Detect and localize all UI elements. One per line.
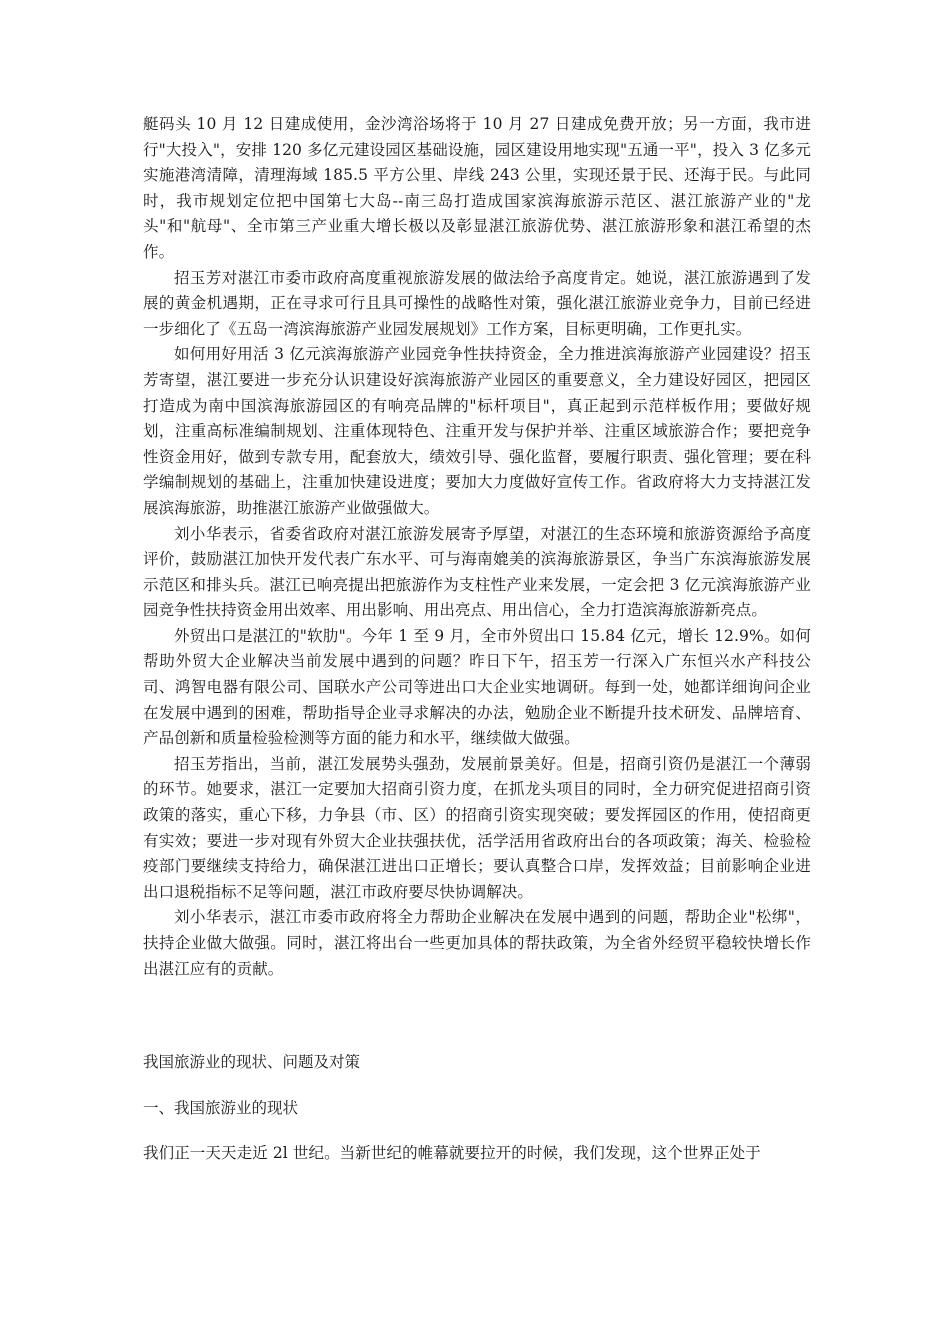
heading-spacer (143, 1121, 811, 1141)
section-spacer (143, 982, 811, 1050)
document-page (143, 112, 811, 1167)
paragraph-5: 外贸出口是湛江的"软肋"。今年 1 至 9 月，全市外贸出口 15.84 亿元，增长 12.9%。如何帮助外贸大企业解决当前发展中遇到的问题？昨日下午，招玉芳一行深入广东恒兴水产科技公司、鸿智电器有限公司、国联水产公司等进出口大企业实地调研。每到一处，她都详细询问企业在发展中遇到的困难，帮助指导企业寻求解决的办法，勉励企业不断提升技术研发、品牌培育、产品创新和质量检验检测等方面的能力和水平，继续做大做强。 (143, 626, 811, 748)
paragraph-7: 刘小华表示，湛江市委市政府将全力帮助企业解决在发展中遇到的问题，帮助企业"松绑"，扶持企业做大做强。同时，湛江将出台一些更加具体的帮扶政策，为全省外经贸平稳较快增长作出湛江应有的贡献。 (143, 908, 811, 978)
paragraph-1: 艇码头 10 月 12 日建成使用，金沙湾浴场将于 10 月 27 日建成免费开放；另一方面，我市进行"大投入"，安排 120 多亿元建设园区基础设施，园区建设用地实现"五通一平"，投入 3 亿多元实施港湾清障，清理海域 185.5 平方公里、岸线 243 公里，实现还景于民、还海于民。与此同时，我市规划定位把中国第七大岛--南三岛打造成国家滨海旅游示范区、湛江旅游产业的"龙头"和"航母"、全市第三产业重大增长极以及彰显湛江旅游优势、湛江旅游形象和湛江希望的杰作。 (143, 115, 811, 261)
paragraph-2: 招玉芳对湛江市委市政府高度重视旅游发展的做法给予高度肯定。她说，湛江旅游遇到了发展的黄金机遇期，正在寻求可行且具可操性的战略性对策，强化湛江旅游业竞争力，目前已经进一步细化了《五岛一湾滨海旅游产业园发展规划》工作方案，目标更明确，工作更扎实。 (143, 268, 811, 338)
paragraph-3: 如何用好用活 3 亿元滨海旅游产业园竞争性扶持资金，全力推进滨海旅游产业园建设？招玉芳寄望，湛江要进一步充分认识建设好滨海旅游产业园区的重要意义，全力建设好园区，把园区打造成为南中国滨海旅游园区的有响亮品牌的"标杆项目"，真正起到示范样板作用；要做好规划，注重高标准编制规划、注重体现特色、注重开发与保护并举、注重区域旅游合作；要把竞争性资金用好，做到专款专用，配套放大，绩效引导、强化监督，要履行职责、强化管理；要在科学编制规划的基础上，注重加快建设进度；要加大力度做好宣传工作。省政府将大力支持湛江发展滨海旅游，助推湛江旅游产业做强做大。 (143, 345, 811, 517)
heading-spacer (143, 1076, 811, 1096)
section-subtitle: 一、我国旅游业的现状 (143, 1098, 299, 1117)
section-opening-paragraph: 我们正一天天走近 2l 世纪。当新世纪的帷幕就要拉开的时候，我们发现，这个世界正处于 (143, 1144, 761, 1163)
section-title: 我国旅游业的现状、问题及对策 (143, 1053, 361, 1072)
paragraph-4: 刘小华表示，省委省政府对湛江旅游发展寄予厚望，对湛江的生态环境和旅游资源给予高度评价，鼓励湛江加快开发代表广东水平、可与海南媲美的滨海旅游景区，争当广东滨海旅游发展示范区和排头兵。湛江已响亮提出把旅游作为支柱性产业来发展，一定会把 3 亿元滨海旅游产业园竞争性扶持资金用出效率、用出影响、用出亮点、用出信心，全力打造滨海旅游新亮点。 (143, 524, 811, 620)
paragraph-6: 招玉芳指出，当前，湛江发展势头强劲，发展前景美好。但是，招商引资仍是湛江一个薄弱的环节。她要求，湛江一定要加大招商引资力度，在抓龙头项目的同时，全力研究促进招商引资政策的落实，重心下移，力争县（市、区）的招商引资实现突破；要发挥园区的作用，使招商更有实效；要进一步对现有外贸大企业扶强扶优，活学活用省政府出台的各项政策；海关、检验检疫部门要继续支持给力，确保湛江进出口正增长；要认真整合口岸，发挥效益；目前影响企业进出口退税指标不足等问题，湛江市政府要尽快协调解决。 (143, 754, 811, 901)
